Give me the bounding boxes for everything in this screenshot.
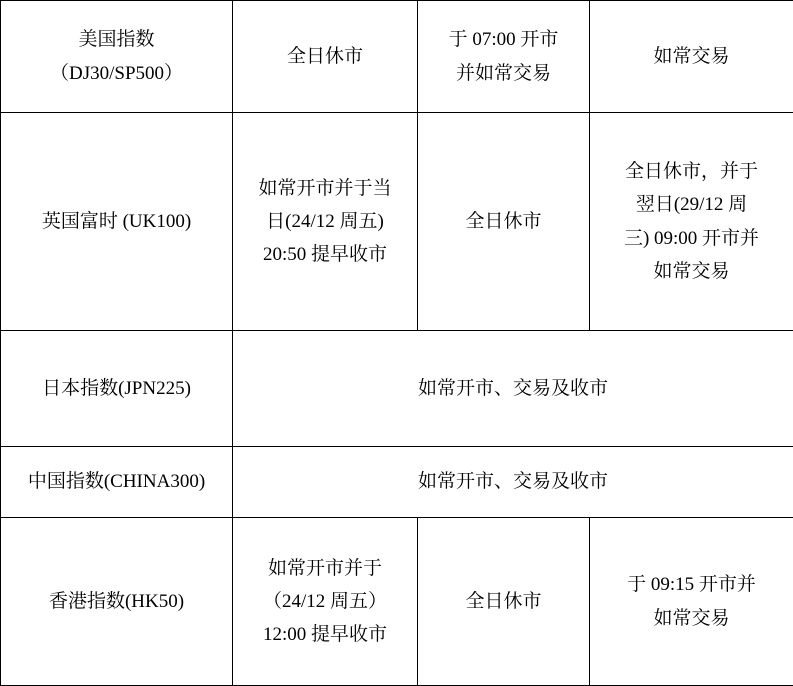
cell-line: 全日休市: [424, 585, 583, 618]
table-row: [1, 1, 793, 113]
cell-line: 如常开市、交易及收市: [239, 372, 787, 405]
cell-jp-merged: [233, 331, 793, 447]
cell-line: 翌日(29/12 周: [596, 188, 787, 221]
cell-line: 日(24/12 周五): [239, 205, 411, 238]
cell-line: 20:50 提早收市: [239, 238, 411, 271]
cell-us-col4: [590, 1, 793, 113]
cell-uk-col4: [590, 113, 793, 331]
cell-hk-col2: [233, 518, 418, 686]
cell-line: 并如常交易: [424, 57, 583, 90]
cell-line: 全日休市: [424, 205, 583, 238]
table-body: [1, 1, 793, 686]
cell-line: 如常交易: [596, 40, 787, 73]
cell-us-col3: [418, 1, 590, 113]
cell-line: 全日休市，并于: [596, 155, 787, 188]
cell-line: 三) 09:00 开市并: [596, 222, 787, 255]
table-row: [1, 331, 793, 447]
label-line: 中国指数(CHINA300): [7, 465, 226, 498]
cell-line: 如常开市、交易及收市: [239, 465, 787, 498]
label-line: 英国富时 (UK100): [7, 205, 226, 238]
cell-cn-merged: [233, 447, 793, 518]
row-label-hongkong-index: [1, 518, 233, 686]
cell-us-col2: [233, 1, 418, 113]
cell-line: 如常交易: [596, 602, 787, 635]
table-row: [1, 113, 793, 331]
cell-line: 全日休市: [239, 40, 411, 73]
table-row: [1, 518, 793, 686]
row-label-uk-ftse: [1, 113, 233, 331]
cell-uk-col3: [418, 113, 590, 331]
label-line: 香港指数(HK50): [7, 585, 226, 618]
row-label-china-index: [1, 447, 233, 518]
cell-line: 如常开市并于: [239, 552, 411, 585]
row-label-us-indices: [1, 1, 233, 113]
table-row: [1, 447, 793, 518]
cell-line: 如常开市并于当: [239, 172, 411, 205]
cell-hk-col4: [590, 518, 793, 686]
cell-line: 如常交易: [596, 255, 787, 288]
label-line: 美国指数: [7, 23, 226, 56]
cell-line: 于 07:00 开市: [424, 23, 583, 56]
cell-uk-col2: [233, 113, 418, 331]
cell-line: （24/12 周五）: [239, 585, 411, 618]
label-line: （DJ30/SP500）: [7, 57, 226, 90]
cell-line: 12:00 提早收市: [239, 618, 411, 651]
label-line: 日本指数(JPN225): [7, 372, 226, 405]
row-label-japan-index: [1, 331, 233, 447]
cell-hk-col3: [418, 518, 590, 686]
cell-line: 于 09:15 开市并: [596, 568, 787, 601]
